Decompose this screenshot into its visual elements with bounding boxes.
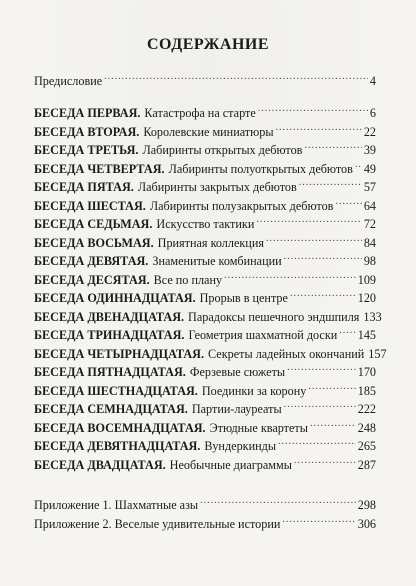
- lesson-title: Прорыв в центре: [199, 291, 288, 305]
- lesson-title: Парадоксы пешечного эндшпиля: [188, 309, 360, 324]
- lesson-heading: БЕСЕДА ВОСЕМНАДЦАТАЯ.: [34, 420, 206, 435]
- toc-page-number: 57: [363, 180, 376, 194]
- appendix-title: Приложение 1. Шахматные азы: [34, 498, 199, 512]
- lesson-heading: БЕСЕДА ПЯТАЯ.: [34, 180, 134, 194]
- dot-leader: [335, 191, 361, 210]
- lesson-heading: БЕСЕДА ЧЕТЫРНАДЦАТАЯ.: [34, 346, 205, 361]
- toc-page-number: 39: [363, 143, 376, 157]
- lesson-title: Искусство тактики: [156, 217, 255, 231]
- toc-entry-title: Предисловие: [34, 73, 103, 88]
- toc-page-number: 248: [357, 420, 376, 435]
- lesson-heading: БЕСЕДА ПЯТНАДЦАТАЯ.: [34, 365, 186, 379]
- toc-page-number: 84: [363, 235, 376, 250]
- dot-leader: [224, 265, 356, 284]
- lesson-heading: БЕСЕДА СЕДЬМАЯ.: [34, 217, 153, 231]
- dot-leader: [355, 154, 362, 173]
- toc-page-number: 287: [357, 457, 376, 472]
- toc-page-number: 6: [369, 106, 376, 120]
- lesson-heading: БЕСЕДА ПЕРВАЯ.: [34, 106, 141, 120]
- lesson-heading: БЕСЕДА ТРЕТЬЯ.: [34, 143, 139, 157]
- toc-page-number: 109: [357, 272, 376, 287]
- toc-entry-lesson: [34, 99, 376, 118]
- page-title: СОДЕРЖАНИЕ: [146, 36, 270, 53]
- appendix-title: Приложение 2. Веселые удивительные истории: [34, 516, 281, 531]
- lesson-heading: БЕСЕДА ДВАДЦАТАЯ.: [34, 457, 166, 472]
- lesson-title: Ферзевые сюжеты: [189, 365, 286, 379]
- lesson-heading: БЕСЕДА ТРИНАДЦАТАЯ.: [34, 328, 185, 342]
- lesson-title: Этюдные квартеты: [209, 420, 308, 435]
- toc-page-number: 157: [368, 346, 387, 361]
- dot-leader: [276, 117, 362, 136]
- dot-leader: [266, 228, 362, 247]
- lesson-heading: БЕСЕДА ОДИННАДЦАТАЯ.: [34, 291, 196, 305]
- toc-page-number: 222: [357, 402, 376, 416]
- dot-leader: [339, 321, 355, 340]
- toc-page-number: 265: [357, 439, 376, 453]
- lesson-title: Катастрофа на старте: [144, 106, 256, 120]
- dot-leader: [287, 358, 356, 377]
- lesson-title: Лабиринты закрытых дебютов: [137, 180, 297, 194]
- toc-page-number: 4: [369, 73, 376, 88]
- lesson-title: Лабиринты открытых дебютов: [142, 143, 303, 157]
- dot-leader: [258, 99, 368, 118]
- toc-page-number: 98: [363, 254, 376, 268]
- lesson-heading: БЕСЕДА ВОСЬМАЯ.: [34, 235, 154, 250]
- dot-leader: [294, 450, 356, 469]
- lesson-title: Лабиринты полузакрытых дебютов: [149, 198, 334, 213]
- toc-page-number: 170: [357, 365, 376, 379]
- toc-page-number: 145: [357, 328, 376, 342]
- table-of-contents: [34, 66, 387, 531]
- lesson-title: Геометрия шахматной доски: [188, 328, 338, 342]
- toc-entry-preface: [34, 66, 376, 88]
- lesson-heading: БЕСЕДА ДЕВЯТНАДЦАТАЯ.: [34, 439, 201, 453]
- dot-leader: [299, 173, 362, 192]
- lesson-title: Партии-лауреаты: [191, 402, 282, 416]
- dot-leader: [310, 413, 356, 432]
- lesson-heading: БЕСЕДА СЕМНАДЦАТАЯ.: [34, 402, 188, 416]
- lesson-title: Лабиринты полуоткрытых дебютов: [168, 161, 353, 176]
- lesson-title: Вундеркинды: [204, 439, 277, 453]
- dot-leader: [304, 136, 361, 155]
- toc-page-number: 133: [363, 309, 382, 324]
- lesson-heading: БЕСЕДА ШЕСТАЯ.: [34, 198, 146, 213]
- dot-leader: [278, 432, 356, 451]
- dot-leader: [104, 66, 368, 85]
- lesson-title: Секреты ладейных окончаний: [208, 346, 365, 361]
- lesson-title: Поединки за корону: [201, 383, 307, 398]
- lesson-title: Необычные диаграммы: [169, 457, 292, 472]
- toc-page-number: 49: [363, 161, 376, 176]
- dot-leader: [308, 376, 355, 395]
- dot-leader: [282, 509, 355, 528]
- appendix-list: [34, 491, 376, 531]
- lesson-title: Все по плану: [153, 272, 223, 287]
- lesson-heading: БЕСЕДА ВТОРАЯ.: [34, 124, 140, 139]
- lesson-title: Знаменитые комбинации: [152, 254, 282, 268]
- toc-page-number: 185: [357, 383, 376, 398]
- lesson-heading: БЕСЕДА ДЕСЯТАЯ.: [34, 272, 150, 287]
- toc-page-number: 22: [363, 124, 376, 139]
- lesson-heading: БЕСЕДА ДЕВЯТАЯ.: [34, 254, 149, 268]
- dot-leader: [290, 284, 356, 303]
- toc-page-number: 298: [357, 498, 376, 512]
- dot-leader: [284, 247, 362, 266]
- dot-leader: [284, 395, 356, 414]
- toc-page-number: 72: [363, 217, 376, 231]
- lesson-heading: БЕСЕДА ДВЕНАДЦАТАЯ.: [34, 309, 185, 324]
- dot-leader: [256, 210, 361, 229]
- lesson-heading: БЕСЕДА ЧЕТВЕРТАЯ.: [34, 161, 165, 176]
- dot-leader: [200, 491, 356, 510]
- lesson-list: [34, 99, 387, 472]
- lesson-title: Приятная коллекция: [157, 235, 264, 250]
- toc-page-number: 64: [363, 198, 376, 213]
- toc-page-number: 120: [357, 291, 376, 305]
- lesson-heading: БЕСЕДА ШЕСТНАДЦАТАЯ.: [34, 383, 198, 398]
- lesson-title: Королевские миниатюры: [143, 124, 274, 139]
- toc-page-number: 306: [357, 516, 376, 531]
- toc-entry-appendix: [34, 491, 376, 510]
